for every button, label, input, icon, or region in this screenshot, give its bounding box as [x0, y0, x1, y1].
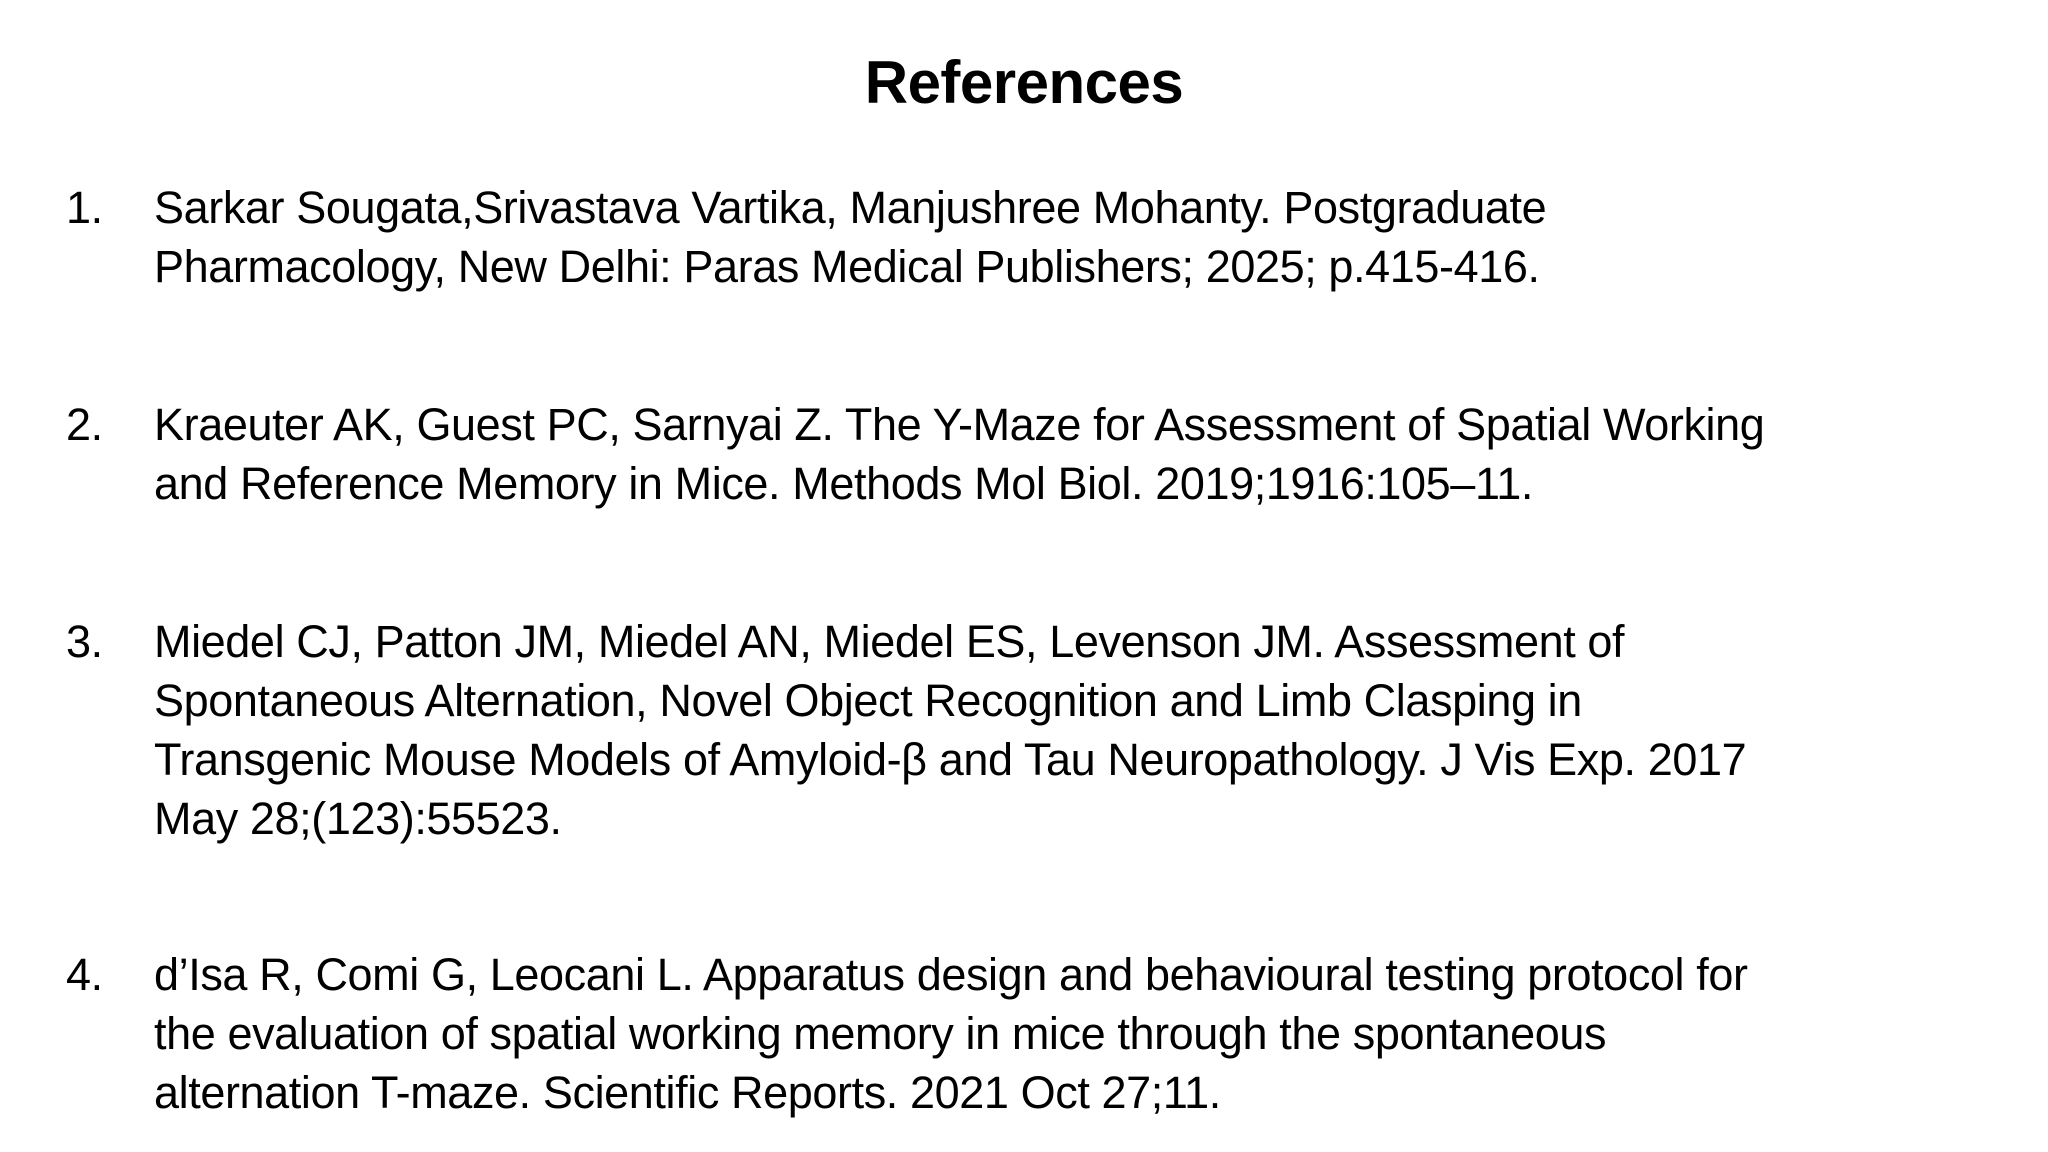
- reference-line: alternation T-maze. Scientific Reports. 2021 Oct 27;11.: [154, 1067, 1221, 1118]
- reference-number: 2.: [66, 399, 103, 450]
- reference-text: [154, 612, 2014, 848]
- reference-line: Sarkar Sougata,Srivastava Vartika, Manjushree Mohanty. Postgraduate: [154, 182, 1547, 233]
- reference-number: 4.: [66, 949, 103, 1000]
- reference-line: Transgenic Mouse Models of Amyloid-β and Tau Neuropathology. J Vis Exp. 2017: [154, 734, 1747, 785]
- reference-item-4: [66, 945, 1966, 1122]
- reference-item-2: [66, 395, 1966, 513]
- reference-line: Spontaneous Alternation, Novel Object Recognition and Limb Clasping in: [154, 675, 1582, 726]
- reference-text: [154, 945, 2014, 1122]
- reference-line: Miedel CJ, Patton JM, Miedel AN, Miedel ES, Levenson JM. Assessment of: [154, 616, 1625, 667]
- reference-line: the evaluation of spatial working memory in mice through the spontaneous: [154, 1008, 1607, 1059]
- reference-item-1: [66, 178, 1966, 296]
- reference-item-3: [66, 612, 1966, 848]
- reference-number: 1.: [66, 182, 103, 233]
- reference-text: [154, 395, 2014, 513]
- reference-line: and Reference Memory in Mice. Methods Mol Biol. 2019;1916:105–11.: [154, 458, 1533, 509]
- reference-line: May 28;(123):55523.: [154, 793, 562, 844]
- reference-line: d’Isa R, Comi G, Leocani L. Apparatus design and behavioural testing protocol for: [154, 949, 1748, 1000]
- reference-text: [154, 178, 2014, 296]
- reference-number: 3.: [66, 616, 103, 667]
- reference-line: Kraeuter AK, Guest PC, Sarnyai Z. The Y-Maze for Assessment of Spatial Working: [154, 399, 1765, 450]
- slide-title: References: [864, 49, 1184, 116]
- reference-line: Pharmacology, New Delhi: Paras Medical Publishers; 2025; p.415-416.: [154, 241, 1540, 292]
